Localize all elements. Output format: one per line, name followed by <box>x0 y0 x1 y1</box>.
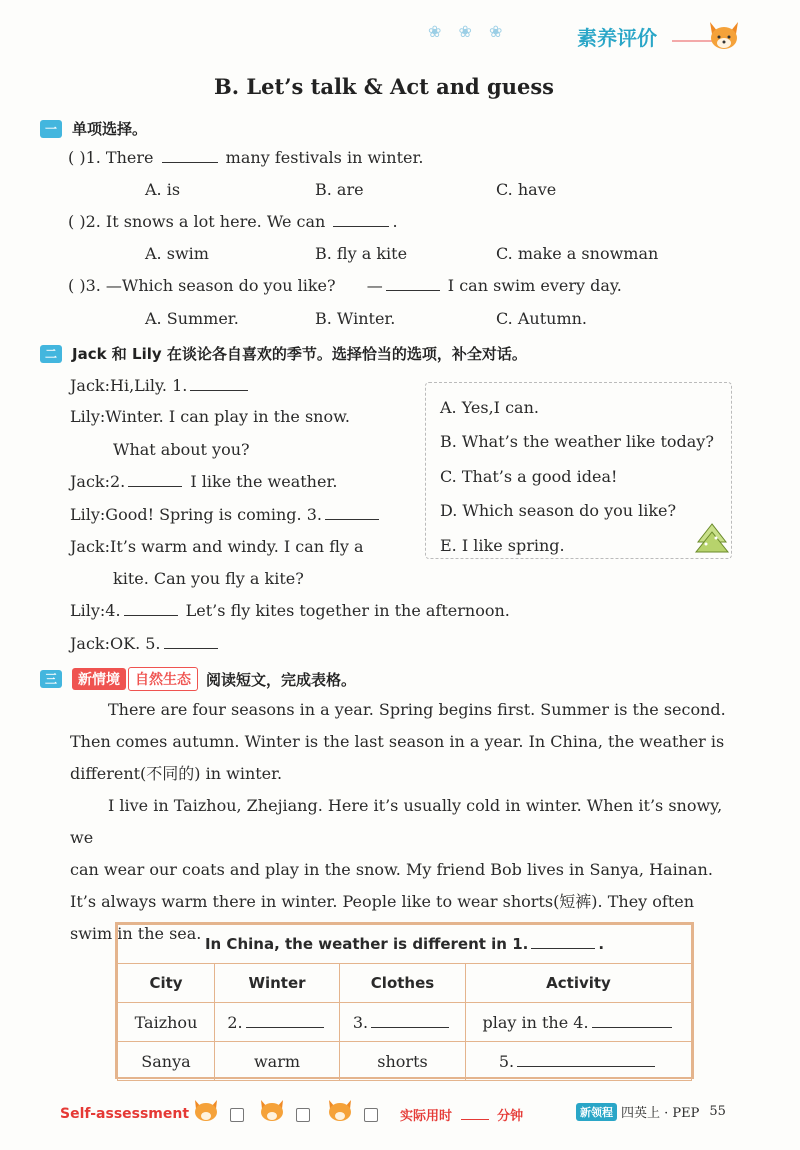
answer-blank[interactable] <box>592 1026 672 1028</box>
section-1-heading <box>40 118 147 139</box>
fox-face-icon <box>192 1098 220 1122</box>
brand-label: 素养评价 <box>577 26 657 50</box>
section-badge: 二 <box>40 345 62 363</box>
cell-text: 3. <box>352 1012 369 1032</box>
paragraph-line: It’s always warm there in winter. People like to wear shorts(短裤). They often <box>70 892 695 911</box>
section-title: 阅读短文，完成表格。 <box>206 670 357 689</box>
section-title: 单项选择。 <box>72 120 148 138</box>
dialogue-text: I like the weather. <box>190 472 338 491</box>
fox-mascot-icon <box>706 18 742 52</box>
question-text: many festivals in winter. <box>225 148 424 167</box>
page-number: 55 <box>709 1104 726 1119</box>
column-header: Clothes <box>340 964 466 1003</box>
column-header: Activity <box>466 964 692 1003</box>
section-badge: 三 <box>40 670 62 688</box>
answer-blank[interactable] <box>531 947 595 949</box>
dialogue-line <box>70 505 382 524</box>
time-used <box>400 1105 523 1124</box>
option-d[interactable]: D. Which season do you like? <box>440 501 677 520</box>
option-a[interactable]: A. swim <box>145 244 209 263</box>
self-assessment-label: Self-assessment <box>60 1106 190 1122</box>
option-a[interactable]: A. Yes,I can. <box>440 398 539 417</box>
tree-icon <box>694 522 730 556</box>
answer-blank[interactable] <box>246 1026 324 1028</box>
dialogue-line <box>70 472 337 491</box>
paragraph-line: different(不同的) in winter. <box>70 764 283 783</box>
dialogue-text: Lily:4. <box>70 601 121 620</box>
question-1 <box>68 148 423 167</box>
reading-paragraph-1 <box>70 694 740 790</box>
column-header: Winter <box>215 964 340 1003</box>
option-a[interactable]: A. is <box>145 180 181 199</box>
caption-end: . <box>598 935 605 953</box>
table-caption <box>118 925 692 964</box>
section-3-heading <box>40 667 356 691</box>
series-pill: 新领程 <box>576 1103 617 1121</box>
table-cell <box>340 1003 466 1042</box>
dialogue-text: Jack:Hi,Lily. 1. <box>70 376 188 395</box>
column-header: City <box>118 964 215 1003</box>
option-b[interactable]: B. fly a kite <box>315 244 408 263</box>
answer-blank[interactable] <box>325 518 379 520</box>
series-footer <box>576 1102 726 1121</box>
question-text: . <box>392 212 398 231</box>
table-cell: shorts <box>340 1042 466 1081</box>
section-title: Jack 和 Lily 在谈论各自喜欢的季节。选择恰当的选项，补全对话。 <box>72 345 527 363</box>
ecology-tag: 自然生态 <box>128 667 198 691</box>
option-c[interactable]: C. That’s a good idea! <box>440 467 618 486</box>
answer-blank[interactable] <box>162 161 218 163</box>
page-title: B. Let’s talk & Act and guess <box>214 74 554 99</box>
option-c[interactable]: C. have <box>496 180 557 199</box>
option-e[interactable]: E. I like spring. <box>440 536 565 555</box>
question-text: I can swim every day. <box>447 276 622 295</box>
option-c[interactable]: C. make a snowman <box>496 244 659 263</box>
table-header-row <box>118 964 692 1003</box>
answer-blank[interactable] <box>517 1065 655 1067</box>
paragraph-line: swim in the sea. <box>70 924 202 943</box>
dialogue-line <box>70 601 510 620</box>
table-cell: warm <box>215 1042 340 1081</box>
answer-blank[interactable] <box>371 1026 449 1028</box>
time-blank[interactable] <box>461 1118 489 1120</box>
question-3 <box>68 276 622 295</box>
dialogue-text: Jack:OK. 5. <box>70 634 161 653</box>
section-badge: 一 <box>40 120 62 138</box>
question-text: ( )1. There <box>68 148 154 167</box>
dialogue-line <box>70 376 251 395</box>
table-cell <box>466 1003 692 1042</box>
cell-text: play in the 4. <box>482 1012 589 1032</box>
table-row <box>118 1042 692 1081</box>
new-context-tag: 新情境 <box>72 668 126 690</box>
option-b[interactable]: B. What’s the weather like today? <box>440 432 714 451</box>
answer-blank[interactable] <box>386 289 440 291</box>
table-cell <box>466 1042 692 1081</box>
answer-blank[interactable] <box>128 485 182 487</box>
dialogue-line: kite. Can you fly a kite? <box>113 569 304 588</box>
option-a[interactable]: A. Summer. <box>145 309 239 328</box>
rating-checkbox[interactable] <box>296 1108 310 1122</box>
table-cell <box>215 1003 340 1042</box>
answer-blank[interactable] <box>164 647 218 649</box>
dialogue-line <box>70 634 221 653</box>
question-2 <box>68 212 398 231</box>
dialogue-line: Jack:It’s warm and windy. I can fly a <box>70 537 364 556</box>
caption-text: In China, the weather is different in 1. <box>204 935 529 953</box>
dialogue-text: Lily:Good! Spring is coming. 3. <box>70 505 322 524</box>
question-text: ( )2. It snows a lot here. We can <box>68 212 326 231</box>
series-text: 四英上 · PEP <box>621 1106 700 1121</box>
fox-face-icon <box>326 1098 354 1122</box>
table-cell: Taizhou <box>118 1003 215 1042</box>
fox-face-icon <box>258 1098 286 1122</box>
dialogue-line: Lily:Winter. I can play in the snow. <box>70 407 350 426</box>
table-row <box>118 1003 692 1042</box>
dialogue-text: Let’s fly kites together in the afternoon. <box>185 601 510 620</box>
dash: — <box>366 276 383 295</box>
weather-table <box>117 924 692 1081</box>
time-unit: 分钟 <box>497 1109 524 1124</box>
rating-checkbox[interactable] <box>230 1108 244 1122</box>
option-b[interactable]: B. Winter. <box>315 309 396 328</box>
paragraph-line: There are four seasons in a year. Spring begins first. Summer is the second. <box>108 700 726 719</box>
cell-text: 2. <box>227 1012 243 1032</box>
paragraph-line: I live in Taizhou, Zhejiang. Here it’s usually cold in winter. When it’s snowy, we <box>70 796 723 847</box>
answer-blank[interactable] <box>124 614 178 616</box>
dialogue-line: What about you? <box>113 440 250 459</box>
section-2-heading <box>40 343 527 364</box>
cell-text: 5. <box>498 1051 515 1071</box>
time-label: 实际用时 <box>400 1109 453 1124</box>
paragraph-line: Then comes autumn. Winter is the last season in a year. In China, the weather is <box>70 732 725 751</box>
paragraph-line: can wear our coats and play in the snow. My friend Bob lives in Sanya, Hainan. <box>70 860 713 879</box>
paw-prints-decoration: ❀ ❀ ❀ <box>428 22 509 41</box>
rating-checkbox[interactable] <box>364 1108 378 1122</box>
table-cell: Sanya <box>118 1042 215 1081</box>
dialogue-text: Jack:2. <box>70 472 126 491</box>
answer-blank[interactable] <box>333 225 389 227</box>
answer-blank[interactable] <box>190 389 248 391</box>
option-b[interactable]: B. are <box>315 180 364 199</box>
option-c[interactable]: C. Autumn. <box>496 309 587 328</box>
question-text: ( )3. —Which season do you like? <box>68 276 336 295</box>
